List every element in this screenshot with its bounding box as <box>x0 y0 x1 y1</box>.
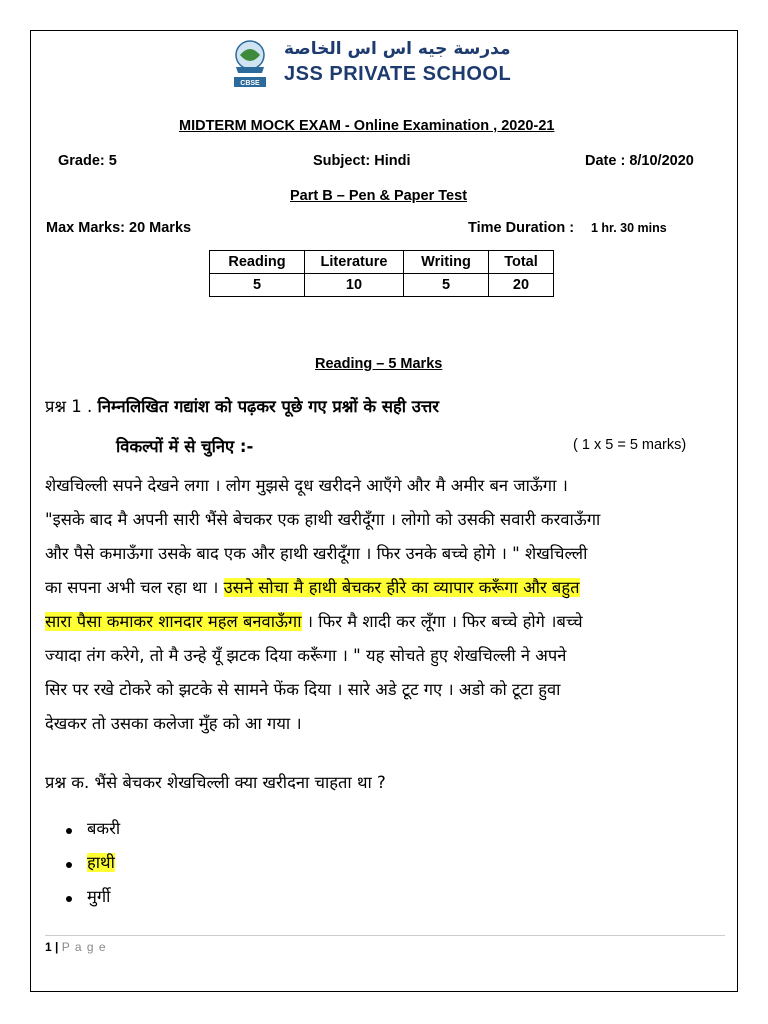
footer-divider <box>45 935 725 936</box>
school-emblem-icon <box>230 37 270 89</box>
date-label: Date : 8/10/2020 <box>585 153 694 169</box>
question-text: निम्नलिखित गद्यांश को पढ़कर पूछे गए प्रश्नों के सही उत्तर <box>97 397 439 416</box>
highlighted-text: हाथी <box>87 853 115 872</box>
section-heading: Reading – 5 Marks <box>315 356 443 372</box>
passage-text: । फिर मै शादी कर लूँगा । फिर बच्चे होगे ।बच्चे <box>306 612 583 631</box>
passage-line: सिर पर रखे टोकरे को झटके से सामने फेंक दिया । सारे अडे टूट गए । अडो को टूटा हुवा <box>45 680 561 699</box>
page-number: 1 <box>45 940 52 954</box>
school-logo <box>230 37 540 91</box>
passage-line <box>45 571 725 605</box>
time-duration-label: Time Duration : <box>468 220 575 236</box>
bullet-icon <box>66 862 72 868</box>
passage-line: ज्यादा तंग करेगे, तो मै उन्हे यूँ झटक दिया करूँगा । " यह सोचते हुए शेखचिल्ली ने अपने <box>45 646 567 665</box>
table-header: Writing <box>404 251 489 274</box>
highlighted-text: सारा पैसा कमाकर शानदार महल बनवाऊँगा <box>45 612 302 631</box>
option-item: बकरी <box>87 819 121 838</box>
passage-line: "इसके बाद मै अपनी सारी भैंसे बेचकर एक हाथी खरीदूँगा । लोगो को उसकी सवारी करवाऊँगा <box>45 510 601 529</box>
question-a: प्रश्न क. भैंसे बेचकर शेखचिल्ली क्या खरीदना चाहता था ? <box>45 773 386 792</box>
bullet-icon <box>66 828 72 834</box>
option-item: मुर्गी <box>87 887 111 906</box>
table-header: Total <box>489 251 554 274</box>
passage-line <box>45 605 725 639</box>
max-marks: Max Marks: 20 Marks <box>46 220 192 236</box>
highlighted-text: उसने सोचा मै हाथी बेचकर हीरे का व्यापार करूँगा और बहुत <box>223 578 580 597</box>
question-1 <box>45 394 439 417</box>
table-cell: 10 <box>305 274 404 297</box>
table-cell: 5 <box>404 274 489 297</box>
passage-line: और पैसे कमाऊँगा उसके बाद एक और हाथी खरीदूँगा । फिर उनके बच्चे होगे । " शेखचिल्ली <box>45 544 588 563</box>
marks-table-header-row <box>210 251 554 274</box>
passage-text: का सपना अभी चल रहा था । <box>45 578 219 597</box>
passage-line: देखकर तो उसका कलेजा मुँह को आ गया । <box>45 714 302 733</box>
passage-line: शेखचिल्ली सपने देखने लगा । लोग मुझसे दूध खरीदने आएँगे और मै अमीर बन जाऊँगा । <box>45 476 568 495</box>
page-footer <box>45 940 107 954</box>
marks-table <box>209 250 554 297</box>
question-prefix: प्रश्न 1 . <box>45 397 93 416</box>
table-cell: 5 <box>210 274 305 297</box>
grade-label: Grade: 5 <box>58 153 117 169</box>
question-text-line2: विकल्पों में से चुनिए :- <box>116 437 254 456</box>
table-header: Reading <box>210 251 305 274</box>
logo-badge: CBSE <box>240 80 260 87</box>
subject-label: Subject: Hindi <box>313 153 411 169</box>
page-label: P a g e <box>61 940 107 954</box>
part-heading: Part B – Pen & Paper Test <box>290 188 468 204</box>
school-name-arabic: مدرسة جيه اس اس الخاصة <box>284 39 511 59</box>
marks-table-value-row <box>210 274 554 297</box>
time-duration-value: 1 hr. 30 mins <box>591 221 667 235</box>
page-separator: | <box>51 940 62 954</box>
school-name: JSS PRIVATE SCHOOL <box>284 63 512 85</box>
marks-note: ( 1 x 5 = 5 marks) <box>573 437 687 453</box>
table-cell: 20 <box>489 274 554 297</box>
passage <box>45 469 725 741</box>
bullet-icon <box>66 896 72 902</box>
exam-title: MIDTERM MOCK EXAM - Online Examination , 2020-21 <box>179 118 555 134</box>
option-item-selected <box>87 850 115 873</box>
table-header: Literature <box>305 251 404 274</box>
